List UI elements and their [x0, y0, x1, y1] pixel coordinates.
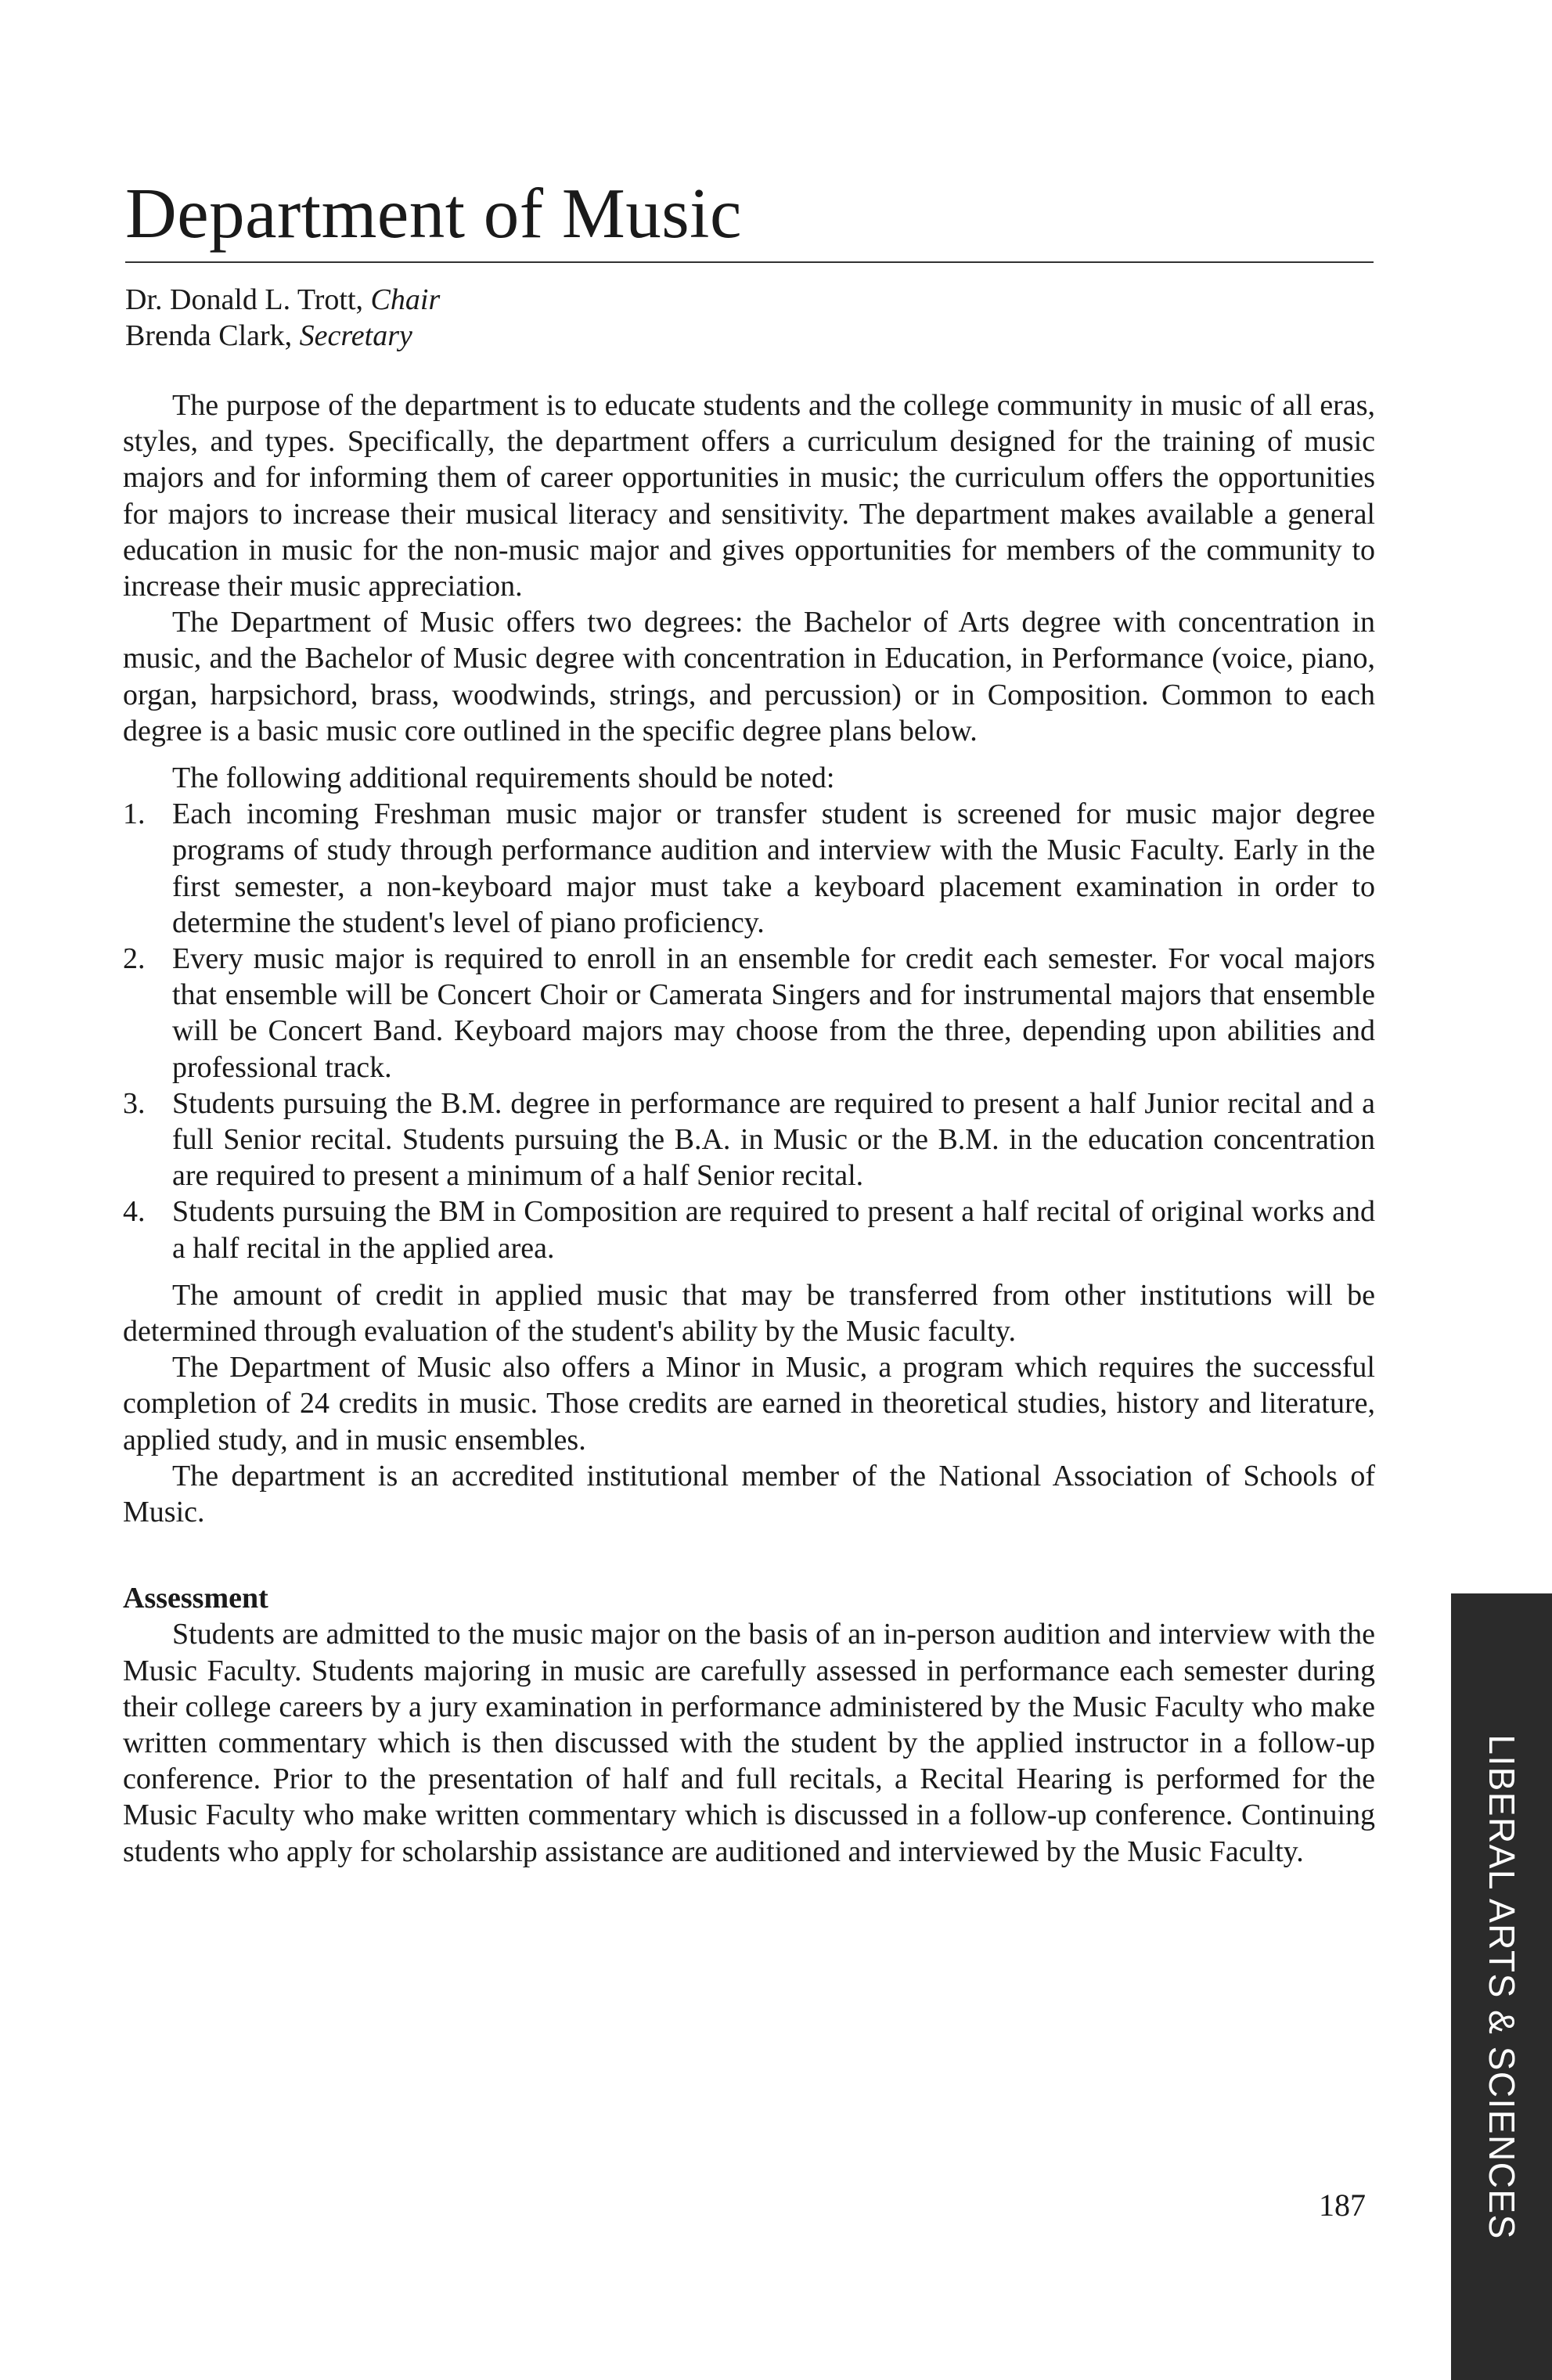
requirements-list [123, 796, 1375, 1266]
list-item-text: Students pursuing the B.M. degree in performance are required to present a half Junior recital and a full Senior recital. Students pursuing the B.A. in Music or the B.M. in the education concentration are required to present a minimum of a half Senior recital. [172, 1086, 1375, 1193]
assessment-paragraph: Students are admitted to the music major on the basis of an in-person audition and interview with the Music Faculty. Students majoring in music are carefully assessed in performance each semester during their college careers by a jury examination in performance administered by the Music Faculty who make written commentary which is then discussed with the student by the applied instructor in a follow-up conference. Prior to the presentation of half and full recitals, a Recital Hearing is performed for the Music Faculty who make written commentary which is discussed in a follow-up conference. Continuing students who apply for scholarship assistance are auditioned and interviewed by the Music Faculty. [123, 1618, 1375, 1868]
intro-paragraph-1: The purpose of the department is to educate students and the college community in music of all eras, styles, and types. Specifically, the department offers a curriculum designed for the training of music majors and for informing them of career opportunities in music; the curriculum offers the opportunities for majors to increase their musical literacy and sensitivity. The department makes available a general education in music for the non-music major and gives opportunities for members of the community to increase their music appreciation. [123, 389, 1375, 603]
body-text [123, 387, 1375, 1870]
side-tab-label: LIBERAL ARTS & SCIENCES [1481, 1734, 1522, 2240]
list-item [123, 1086, 1375, 1194]
requirements-intro: The following additional requirements should be noted: [172, 762, 835, 795]
chair-role: Chair [370, 283, 441, 316]
accreditation-paragraph: The department is an accredited institutional member of the National Association of Schools of Music. [123, 1459, 1375, 1529]
list-item-text: Students pursuing the BM in Composition are required to present a half recital of original works and a half recital in the applied area. [172, 1195, 1375, 1265]
chair-line [125, 282, 440, 318]
transfer-credit-paragraph: The amount of credit in applied music that may be transferred from other institutions will be determined through evaluation of the student's ability by the Music faculty. [123, 1278, 1375, 1348]
minor-paragraph: The Department of Music also offers a Minor in Music, a program which requires the successful completion of 24 credits in music. Those credits are earned in theoretical studies, history and literature, applied study, and in music ensembles. [123, 1351, 1375, 1456]
list-item-text: Each incoming Freshman music major or transfer student is screened for music major degree programs of study through performance audition and interview with the Music Faculty. Early in the first semester, a non-keyboard major must take a keyboard placement examination in order to determine the student's level of piano proficiency. [172, 798, 1375, 939]
secretary-name: Brenda Clark, [125, 319, 300, 352]
list-item [123, 796, 1375, 941]
list-item-number: 4. [123, 1195, 146, 1229]
secretary-line [125, 318, 440, 354]
section-side-tab [1451, 1593, 1552, 2380]
chair-name: Dr. Donald L. Trott, [125, 283, 371, 316]
list-item-text: Every music major is required to enroll in an ensemble for credit each semester. For vocal majors that ensemble will be Concert Choir or Camerata Singers and for instrumental majors that ensemble will be Concert Band. Keyboard majors may choose from the three, depending upon abilities and professional track. [172, 942, 1375, 1084]
secretary-role: Secretary [299, 319, 412, 352]
staff-list [125, 282, 440, 354]
assessment-heading: Assessment [123, 1582, 268, 1615]
intro-paragraph-2: The Department of Music offers two degrees: the Bachelor of Arts degree with concentration in music, and the Bachelor of Music degree with concentration in Education, in Performance (voice, piano, organ, harpsichord, brass, woodwinds, strings, and percussion) or in Composition. Common to each degree is a basic music core outlined in the specific degree plans below. [123, 606, 1375, 747]
list-item [123, 1194, 1375, 1266]
page-title: Department of Music [125, 174, 742, 253]
title-rule [125, 261, 1374, 263]
list-item-number: 1. [123, 798, 146, 831]
list-item [123, 941, 1375, 1086]
list-item-number: 3. [123, 1086, 146, 1120]
page-number: 187 [1319, 2187, 1366, 2223]
list-item-number: 2. [123, 942, 146, 976]
